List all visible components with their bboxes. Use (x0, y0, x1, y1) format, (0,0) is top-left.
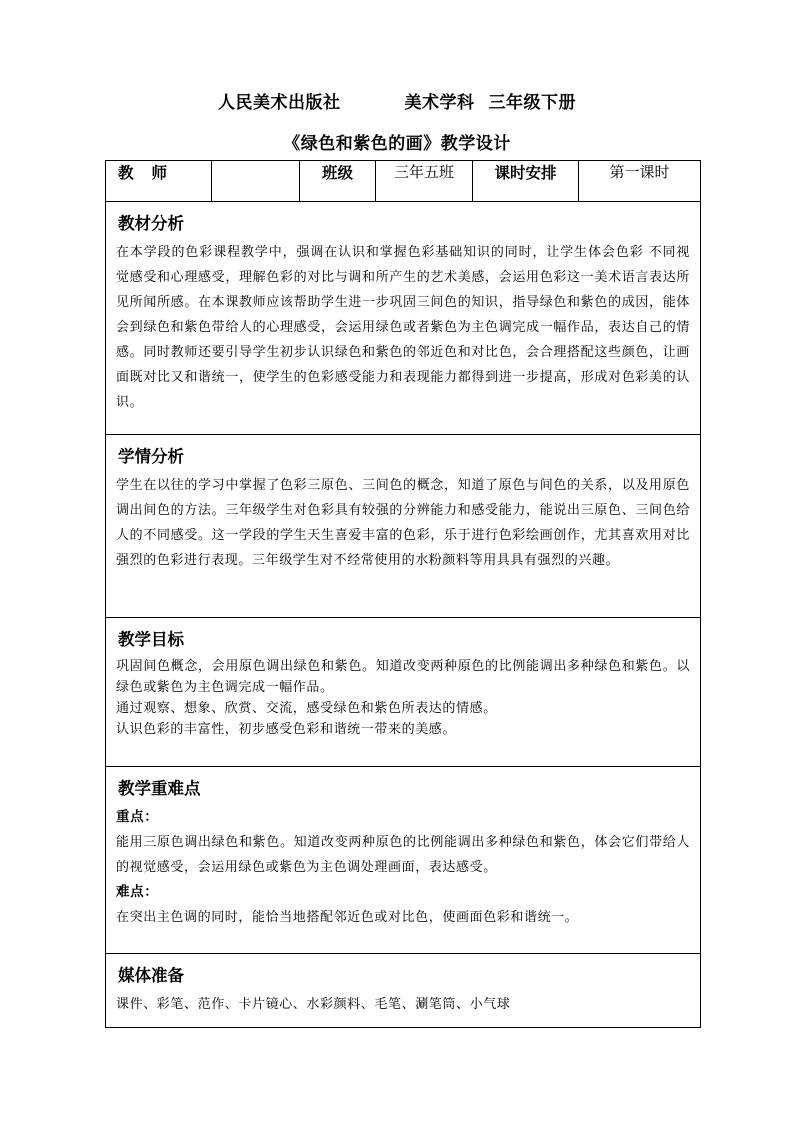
students-section (106, 435, 700, 617)
teacher-value (212, 161, 300, 202)
keys-body (116, 805, 690, 930)
lesson-plan-table (105, 160, 701, 1028)
materials-row (106, 202, 701, 435)
students-title: 学情分析 (118, 447, 184, 466)
media-section (106, 954, 700, 1027)
goal-item: 认识色彩的丰富性，初步感受色彩和谐统一带来的美感。 (116, 722, 457, 737)
media-title: 媒体准备 (118, 966, 184, 985)
goal-item: 巩固间色概念，会用原色调出绿色和紫色。知道改变两种原色的比例能调出多种绿色和紫色。以绿色或紫色为主色调完成一幅作品。 (116, 659, 690, 695)
header-publisher-line (0, 88, 794, 113)
document-title: 《绿色和紫色的画》教学设计 (283, 134, 511, 154)
keys-row (106, 767, 701, 954)
materials-title: 教材分析 (118, 214, 184, 233)
key-point-label: 重点： (116, 809, 159, 825)
goals-section (106, 618, 700, 766)
keys-title: 教学重难点 (118, 779, 201, 798)
class-value: 三年五班 (376, 161, 473, 202)
difficulty-text: 在突出主色调的同时，能恰当地搭配邻近色或对比色，使画面色彩和谐统一。 (116, 910, 579, 925)
goals-row (106, 618, 701, 767)
media-body: 课件、彩笔、范作、卡片镜心、水彩颜料、毛笔、涮笔筒、小气球 (116, 997, 511, 1012)
students-body: 学生在以往的学习中掌握了色彩三原色、三间色的概念，知道了原色与间色的关系，以及用原色调出间色的方法。三年级学生对色彩具有较强的分辨能力和感受能力，能说出三原色、三间色给人的不同感受。这一学段的学生天生喜爱丰富的色彩，乐于进行色彩绘画创作，尤其喜欢用对比强烈的色彩进行表现。三年级学生对不经常使用的水粉颜料等用具具有强烈的兴趣。 (116, 478, 690, 568)
materials-section (106, 202, 700, 434)
teacher-label: 教师 (106, 161, 212, 202)
media-row (106, 954, 701, 1028)
publisher-name: 人民美术出版社 (218, 93, 341, 113)
keys-section (106, 767, 700, 953)
info-row (106, 161, 701, 202)
schedule-label: 课时安排 (473, 161, 579, 202)
class-label: 班级 (300, 161, 376, 202)
materials-body: 在本学段的色彩课程教学中，强调在认识和掌握色彩基础知识的同时，让学生体会色彩 不同视觉感受和心理感受，理解色彩的对比与调和所产生的艺术美感，会运用色彩这一美术语言表达所见所闻所感。在本课教师应该帮助学生进一步巩固三间色的知识，指导绿色和紫色的成因，能体会到绿色和紫色带给人的心理感受，会运用绿色或者紫色为主色调完成一幅作品，表达自己的情感。同时教师还要引导学生初步认识绿色和紫色的邻近色和对比色，会合理搭配这些颜色，让画面既对比又和谐统一，使学生的色彩感受能力和表现能力都得到进一步提高，形成对色彩美的认识。 (116, 245, 690, 410)
difficulty-label: 难点： (116, 884, 159, 900)
grade-name: 三年级下册 (488, 93, 576, 113)
goals-body (116, 656, 690, 740)
subject-name: 美术学科 (404, 93, 475, 113)
goal-item: 通过观察、想象、欣赏、交流，感受绿色和紫色所表达的情感。 (116, 701, 497, 716)
key-point-text: 能用三原色调出绿色和紫色。知道改变两种原色的比例能调出多种绿色和紫色，体会它们带给人的视觉感受，会运用绿色或紫色为主色调处理画面，表达感受。 (116, 835, 690, 875)
students-row (106, 435, 701, 618)
goals-title: 教学目标 (118, 630, 184, 649)
schedule-value: 第一课时 (579, 161, 701, 202)
